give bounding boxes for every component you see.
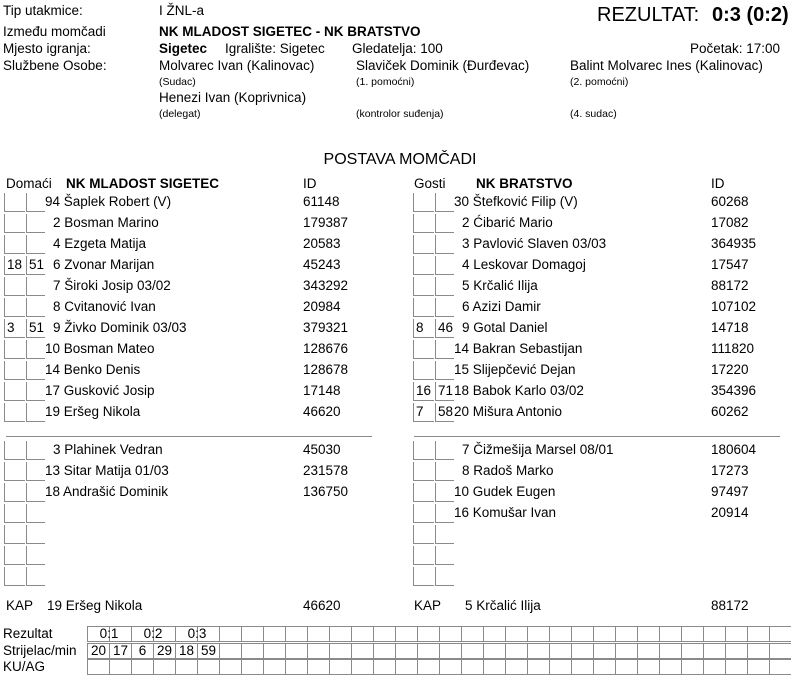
home-sub-box-b[interactable]	[26, 504, 45, 523]
home-starter-player: 17 Gusković Josip	[45, 383, 155, 398]
kuag-cell[interactable]	[593, 659, 615, 675]
score-cell[interactable]	[703, 626, 725, 642]
away-starter-player: 6 Azizi Damir	[462, 299, 541, 314]
match-title: NK MLADOST SIGETEC - NK BRATSTVO	[159, 24, 421, 39]
min-cell[interactable]	[615, 643, 637, 659]
away-starter-player: 30 Štefković Filip (V)	[454, 194, 578, 209]
kuag-cell[interactable]	[131, 659, 153, 675]
away-sub-box-b[interactable]	[435, 441, 454, 460]
kuag-cell[interactable]	[175, 659, 197, 675]
kuag-cell[interactable]	[241, 659, 263, 675]
min-cell[interactable]	[439, 643, 461, 659]
score-cell[interactable]	[725, 626, 747, 642]
home-starter-player: 10 Bosman Mateo	[45, 341, 155, 356]
between-teams-label: Između momčadi	[3, 24, 106, 39]
min-cell[interactable]	[659, 643, 681, 659]
score-value: 0:1	[99, 626, 119, 641]
away-starter-box-a[interactable]	[413, 193, 434, 212]
min-cell[interactable]	[725, 643, 747, 659]
home-captain-player: 19 Eršeg Nikola	[47, 598, 143, 613]
away-sub-id: 97497	[711, 484, 749, 499]
home-starter-box-a[interactable]: 18	[4, 256, 25, 275]
min-cell[interactable]	[637, 643, 659, 659]
home-starter-box-b[interactable]	[26, 193, 45, 212]
score-cell[interactable]	[593, 626, 615, 642]
score-cell[interactable]	[285, 626, 307, 642]
result-label: REZULTAT:	[597, 4, 700, 26]
score-cell[interactable]	[769, 626, 791, 642]
home-starter-box-b[interactable]	[26, 277, 45, 296]
home-sub-box-a[interactable]	[4, 441, 25, 460]
min-cell[interactable]	[593, 643, 615, 659]
home-starter-box-b[interactable]: 51	[26, 319, 45, 338]
lineup-title: POSTAVA MOMČADI	[323, 151, 477, 168]
score-cell[interactable]	[351, 626, 373, 642]
score-cell[interactable]	[461, 626, 483, 642]
min-cell[interactable]: 29	[153, 643, 175, 659]
kuag-cell[interactable]	[417, 659, 439, 675]
spectators-info: Gledatelja: 100	[352, 41, 443, 56]
official-role: (2. pomoćni)	[570, 76, 629, 88]
match-type-label: Tip utakmice:	[3, 3, 83, 18]
away-sub-box-b[interactable]	[435, 504, 454, 523]
away-starter-player: 4 Leskovar Domagoj	[462, 257, 586, 272]
away-starter-player: 14 Bakran Sebastijan	[454, 341, 583, 356]
home-starter-box-a[interactable]	[4, 382, 25, 401]
home-starter-box-a[interactable]	[4, 193, 25, 212]
away-starter-box-a[interactable]	[413, 214, 434, 233]
home-sub-box-a[interactable]	[4, 483, 25, 502]
kuag-row-label: KU/AG	[3, 659, 46, 674]
score-cell[interactable]	[659, 626, 681, 642]
score-cell[interactable]	[219, 626, 241, 642]
away-sub-box-b[interactable]	[435, 525, 454, 544]
home-sub-box-a[interactable]	[4, 546, 25, 565]
away-starter-box-b[interactable]	[435, 361, 454, 380]
min-cell[interactable]	[329, 643, 351, 659]
min-cell[interactable]: 18	[175, 643, 197, 659]
away-sub-box-a[interactable]	[413, 441, 434, 460]
home-captain-label: KAP	[6, 598, 34, 613]
home-starter-id: 343292	[303, 278, 349, 293]
away-starter-id: 17082	[711, 215, 749, 230]
home-team-name: NK MLADOST SIGETEC	[66, 176, 220, 191]
min-cell[interactable]	[483, 643, 505, 659]
kuag-cell[interactable]	[373, 659, 395, 675]
home-starter-id: 61148	[303, 194, 340, 209]
home-starter-box-b[interactable]	[26, 403, 45, 422]
away-side-label: Gosti	[414, 176, 446, 191]
scorer-row-label: Strijelac/min	[3, 643, 77, 658]
away-starter-box-b[interactable]	[435, 193, 454, 212]
away-starter-id: 17220	[711, 362, 749, 377]
venue-value: Sigetec	[159, 41, 208, 56]
home-sub-box-a[interactable]	[4, 504, 25, 523]
away-starter-id: 111820	[711, 341, 755, 356]
away-starter-player: 20 Mišura Antonio	[454, 404, 563, 419]
home-sub-box-b[interactable]	[26, 525, 45, 544]
away-sub-box-a[interactable]	[413, 567, 434, 586]
home-starter-box-a[interactable]	[4, 340, 25, 359]
home-sub-box-a[interactable]	[4, 462, 25, 481]
kuag-cell[interactable]	[505, 659, 527, 675]
away-starter-box-b[interactable]: 71	[435, 382, 454, 401]
away-sub-box-a[interactable]	[413, 462, 434, 481]
kuag-cell[interactable]	[659, 659, 681, 675]
kuag-cell[interactable]	[263, 659, 285, 675]
home-sub-box-b[interactable]	[26, 483, 45, 502]
official-name: Balint Molvarec Ines (Kalinovac)	[570, 58, 763, 73]
away-sub-player: 8 Radoš Marko	[462, 463, 554, 478]
away-sub-box-a[interactable]	[413, 546, 434, 565]
away-starter-box-b[interactable]: 58	[435, 403, 454, 422]
home-starter-player: 4 Ezgeta Matija	[53, 236, 147, 251]
score-cell[interactable]	[395, 626, 417, 642]
kuag-cell[interactable]	[483, 659, 505, 675]
home-starter-player: 8 Cvitanović Ivan	[53, 299, 156, 314]
score-cell[interactable]	[329, 626, 351, 642]
kuag-cell[interactable]	[637, 659, 659, 675]
min-cell[interactable]: 17	[109, 643, 131, 659]
away-sub-player: 7 Čižmešija Marsel 08/01	[462, 442, 614, 457]
kuag-cell[interactable]	[615, 659, 637, 675]
kuag-cell[interactable]	[395, 659, 417, 675]
min-cell[interactable]	[549, 643, 571, 659]
home-sub-box-a[interactable]	[4, 525, 25, 544]
away-captain-label: KAP	[414, 598, 442, 613]
min-cell[interactable]	[571, 643, 593, 659]
away-sub-box-b[interactable]	[435, 462, 454, 481]
home-starter-box-a[interactable]	[4, 361, 25, 380]
kuag-cell[interactable]	[307, 659, 329, 675]
officials-label: Službene Osobe:	[3, 58, 107, 73]
score-cell[interactable]	[505, 626, 527, 642]
home-sub-player: 13 Sitar Matija 01/03	[45, 463, 169, 478]
kuag-cell[interactable]	[725, 659, 747, 675]
min-cell[interactable]: 20	[87, 643, 109, 659]
home-starter-box-a[interactable]	[4, 298, 25, 317]
match-type-value: I ŽNL-a	[159, 3, 205, 18]
home-starter-box-b[interactable]	[26, 235, 45, 254]
min-cell[interactable]	[263, 643, 285, 659]
away-starter-box-b[interactable]	[435, 256, 454, 275]
home-sub-player: 3 Plahinek Vedran	[53, 442, 163, 457]
score-cell[interactable]	[417, 626, 439, 642]
score-cell[interactable]	[549, 626, 571, 642]
home-starter-id: 20984	[303, 299, 341, 314]
score-value: 0:3	[187, 626, 207, 641]
score-cell[interactable]	[747, 626, 769, 642]
home-sub-player: 18 Andrašić Dominik	[45, 484, 169, 499]
away-sub-box-a[interactable]	[413, 525, 434, 544]
away-starter-box-b[interactable]	[435, 235, 454, 254]
away-sub-id: 180604	[711, 442, 757, 457]
away-starter-box-a[interactable]: 8	[413, 319, 434, 338]
kuag-cell[interactable]	[769, 659, 791, 675]
away-sub-box-b[interactable]	[435, 483, 454, 502]
away-captain-id: 88172	[711, 598, 749, 613]
home-starter-id: 45243	[303, 257, 341, 272]
min-cell[interactable]: 59	[197, 643, 219, 659]
official-role: (delegat)	[159, 108, 201, 120]
min-cell[interactable]	[307, 643, 329, 659]
home-sub-box-b[interactable]	[26, 462, 45, 481]
home-starter-id: 128678	[303, 362, 349, 377]
official-name: Molvarec Ivan (Kalinovac)	[159, 58, 315, 73]
away-starter-player: 2 Ćibarić Mario	[462, 215, 553, 230]
home-id-header: ID	[303, 176, 317, 191]
official-name: Henezi Ivan (Koprivnica)	[159, 90, 307, 105]
away-starter-box-b[interactable]	[435, 340, 454, 359]
home-starter-id: 20583	[303, 236, 341, 251]
min-cell[interactable]	[681, 643, 703, 659]
kuag-cell[interactable]	[549, 659, 571, 675]
min-cell[interactable]	[351, 643, 373, 659]
home-sub-box-a[interactable]	[4, 567, 25, 586]
home-starter-id: 379321	[303, 320, 349, 335]
venue-label: Mjesto igranja:	[3, 41, 91, 56]
official-role: (kontrolor suđenja)	[356, 108, 444, 120]
pitch-info: Igralište: Sigetec	[225, 41, 325, 56]
away-sub-box-a[interactable]	[413, 483, 434, 502]
min-cell[interactable]	[285, 643, 307, 659]
kuag-cell[interactable]	[109, 659, 131, 675]
min-cell[interactable]: 6	[131, 643, 153, 659]
away-starter-box-a[interactable]	[413, 235, 434, 254]
kuag-cell[interactable]	[87, 659, 109, 675]
home-starter-id: 46620	[303, 404, 341, 419]
home-starter-box-a[interactable]	[4, 235, 25, 254]
kuag-cell[interactable]	[461, 659, 483, 675]
home-starter-box-a[interactable]	[4, 214, 25, 233]
home-sub-box-b[interactable]	[26, 567, 45, 586]
away-subs-divider	[414, 436, 780, 437]
kuag-cell[interactable]	[351, 659, 373, 675]
away-starter-id: 17547	[711, 257, 749, 272]
away-starter-box-b[interactable]: 46	[435, 319, 454, 338]
home-starter-box-b[interactable]	[26, 340, 45, 359]
away-starter-box-a[interactable]	[413, 256, 434, 275]
home-starter-player: 9 Živko Dominik 03/03	[53, 320, 187, 335]
home-captain-id: 46620	[303, 598, 341, 613]
kuag-cell[interactable]	[703, 659, 725, 675]
home-starter-player: 7 Široki Josip 03/02	[53, 278, 171, 293]
score-cell[interactable]	[307, 626, 329, 642]
min-cell[interactable]	[505, 643, 527, 659]
home-starter-box-b[interactable]	[26, 382, 45, 401]
home-starter-player: 2 Bosman Marino	[53, 215, 159, 230]
score-value: 0:2	[143, 626, 163, 641]
away-starter-box-a[interactable]: 16	[413, 382, 434, 401]
away-sub-player: 10 Gudek Eugen	[454, 484, 556, 499]
away-starter-id: 107102	[711, 299, 757, 314]
kuag-cell[interactable]	[527, 659, 549, 675]
kuag-cell[interactable]	[439, 659, 461, 675]
home-starter-player: 6 Zvonar Marijan	[53, 257, 155, 272]
min-cell[interactable]	[395, 643, 417, 659]
home-starter-player: 14 Benko Denis	[45, 362, 141, 377]
home-starter-box-b[interactable]	[26, 214, 45, 233]
score-cell[interactable]	[263, 626, 285, 642]
away-starter-id: 364935	[711, 236, 757, 251]
away-id-header: ID	[711, 176, 725, 191]
home-starter-id: 17148	[303, 383, 341, 398]
away-captain-player: 5 Krčalić Ilija	[465, 598, 541, 613]
score-cell[interactable]	[571, 626, 593, 642]
away-starter-box-a[interactable]: 7	[413, 403, 434, 422]
min-cell[interactable]	[527, 643, 549, 659]
home-side-label: Domaći	[6, 176, 52, 191]
kuag-cell[interactable]	[571, 659, 593, 675]
score-cell[interactable]	[483, 626, 505, 642]
home-starter-box-a[interactable]: 3	[4, 319, 25, 338]
home-sub-box-b[interactable]	[26, 441, 45, 460]
home-subs-divider	[6, 436, 372, 437]
kuag-cell[interactable]	[285, 659, 307, 675]
home-starter-player: 19 Eršeg Nikola	[45, 404, 141, 419]
away-starter-box-b[interactable]	[435, 277, 454, 296]
away-starter-id: 60268	[711, 194, 749, 209]
kickoff-time: Početak: 17:00	[690, 41, 781, 56]
away-sub-box-b[interactable]	[435, 567, 454, 586]
away-starter-box-a[interactable]	[413, 361, 434, 380]
official-role: (4. sudac)	[570, 108, 617, 120]
away-sub-box-b[interactable]	[435, 546, 454, 565]
home-starter-box-b[interactable]	[26, 298, 45, 317]
away-starter-box-a[interactable]	[413, 340, 434, 359]
away-starter-id: 88172	[711, 278, 749, 293]
home-starter-player: 94 Šaplek Robert (V)	[45, 194, 172, 209]
away-starter-id: 14718	[711, 320, 749, 335]
min-cell[interactable]	[219, 643, 241, 659]
away-team-name: NK BRATSTVO	[476, 176, 573, 191]
min-cell[interactable]	[373, 643, 395, 659]
away-starter-player: 3 Pavlović Slaven 03/03	[462, 236, 607, 251]
official-role: (1. pomoćni)	[356, 76, 415, 88]
away-sub-id: 20914	[711, 505, 749, 520]
score-cell[interactable]	[527, 626, 549, 642]
score-cell[interactable]	[241, 626, 263, 642]
result-value: 0:3 (0:2)	[712, 4, 789, 26]
away-starter-player: 18 Babok Karlo 03/02	[454, 383, 584, 398]
away-starter-id: 60262	[711, 404, 749, 419]
home-starter-box-b[interactable]: 51	[26, 256, 45, 275]
min-cell[interactable]	[703, 643, 725, 659]
score-cell[interactable]	[373, 626, 395, 642]
kuag-cell[interactable]	[329, 659, 351, 675]
home-sub-id: 231578	[303, 463, 349, 478]
away-starter-id: 354396	[711, 383, 757, 398]
min-cell[interactable]	[417, 643, 439, 659]
away-starter-box-b[interactable]	[435, 214, 454, 233]
away-starter-box-b[interactable]	[435, 298, 454, 317]
score-cell[interactable]	[637, 626, 659, 642]
official-name: Slaviček Dominik (Đurđevac)	[356, 58, 530, 73]
score-row-label: Rezultat	[3, 626, 53, 641]
home-starter-id: 179387	[303, 215, 349, 230]
away-starter-player: 9 Gotal Daniel	[462, 320, 548, 335]
home-starter-box-a[interactable]	[4, 403, 25, 422]
min-cell[interactable]	[747, 643, 769, 659]
home-starter-id: 128676	[303, 341, 349, 356]
away-starter-box-a[interactable]	[413, 277, 434, 296]
away-starter-box-a[interactable]	[413, 298, 434, 317]
away-sub-player: 16 Komušar Ivan	[454, 505, 557, 520]
min-cell[interactable]	[461, 643, 483, 659]
away-starter-player: 5 Krčalić Ilija	[462, 278, 538, 293]
away-sub-id: 17273	[711, 463, 749, 478]
kuag-cell[interactable]	[153, 659, 175, 675]
score-cell[interactable]	[615, 626, 637, 642]
kuag-cell[interactable]	[197, 659, 219, 675]
score-cell[interactable]	[681, 626, 703, 642]
away-starter-player: 15 Slijepčević Dejan	[454, 362, 576, 377]
home-starter-box-a[interactable]	[4, 277, 25, 296]
home-sub-id: 136750	[303, 484, 349, 499]
kuag-cell[interactable]	[747, 659, 769, 675]
away-sub-box-a[interactable]	[413, 504, 434, 523]
kuag-cell[interactable]	[681, 659, 703, 675]
home-starter-box-b[interactable]	[26, 361, 45, 380]
home-sub-box-b[interactable]	[26, 546, 45, 565]
kuag-cell[interactable]	[219, 659, 241, 675]
min-cell[interactable]	[241, 643, 263, 659]
home-sub-id: 45030	[303, 442, 341, 457]
score-cell[interactable]	[439, 626, 461, 642]
min-cell[interactable]	[769, 643, 791, 659]
official-role: (Sudac)	[159, 76, 196, 88]
